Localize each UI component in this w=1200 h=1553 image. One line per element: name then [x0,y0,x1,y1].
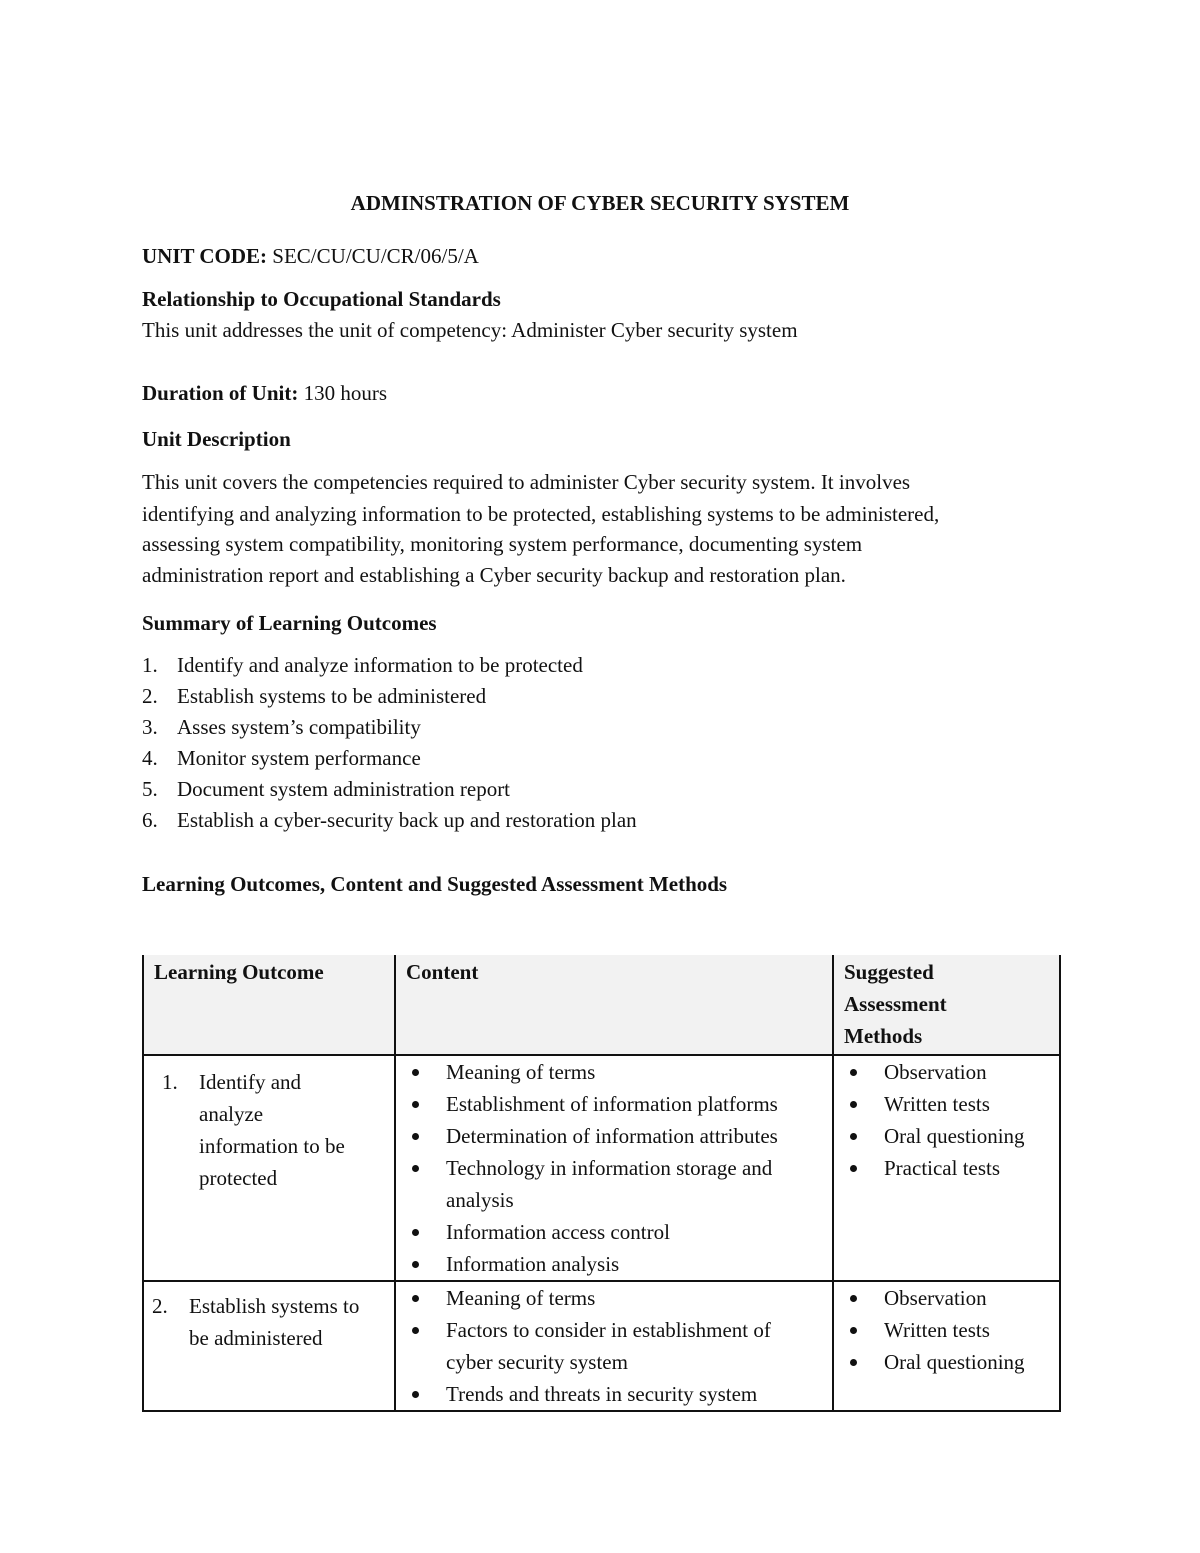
assessment-list [842,1282,1051,1378]
unit-code-label: UNIT CODE: [142,244,268,268]
duration-label: Duration of Unit: [142,381,299,405]
unit-description-line: identifying and analyzing information to be protected, establishing systems to be administered, [142,502,940,526]
content-list [404,1056,824,1280]
summary-list [142,650,637,836]
list-text: Asses system’s compatibility [177,715,421,739]
list-text: Establish systems to be administered [177,684,487,708]
header-content: Content [395,955,833,1055]
list-text: Monitor system performance [177,746,421,770]
assessment-item [842,1314,1051,1346]
bullet-icon [412,1165,419,1172]
assessment-cell [833,1055,1060,1281]
outcome-number: 2. [152,1294,168,1318]
bullet-icon [412,1261,419,1268]
bullet-icon [850,1295,857,1302]
list-item [142,712,637,743]
content-text: analysis [446,1188,514,1212]
content-text: Trends and threats in security system [446,1382,758,1406]
content-text: Technology in information storage and [446,1156,773,1180]
list-text: Establish a cyber-security back up and restoration plan [177,808,637,832]
assessment-text: Observation [884,1060,987,1084]
content-text: Information analysis [446,1252,620,1276]
bullet-icon [412,1229,419,1236]
content-item [404,1152,824,1216]
bullet-icon [412,1101,419,1108]
content-cell [395,1281,833,1411]
assessment-item [842,1056,1051,1088]
assessment-text: Written tests [884,1092,990,1116]
outcome-line: analyze [199,1102,264,1126]
outcome-cell [143,1055,395,1281]
unit-code-value: SEC/CU/CU/CR/06/5/A [272,244,479,268]
unit-description-line: assessing system compatibility, monitoring system performance, documenting system [142,532,863,556]
assessment-item [842,1282,1051,1314]
content-item [404,1088,824,1120]
list-number: 6. [142,808,158,832]
bullet-icon [850,1327,857,1334]
outcome-line: information to be [199,1134,345,1158]
outcome-line: be administered [189,1326,323,1350]
bullet-icon [412,1295,419,1302]
list-number: 2. [142,684,158,708]
list-item [142,743,637,774]
list-item [142,681,637,712]
header-assessment-line: Methods [844,1024,923,1048]
outcomes-table [142,955,1061,1412]
outcome-cell [143,1281,395,1411]
summary-heading: Summary of Learning Outcomes [142,611,437,635]
assessment-text: Oral questioning [884,1124,1025,1148]
bullet-icon [850,1133,857,1140]
outcome-line: Establish systems to [189,1294,360,1318]
content-text: Determination of information attributes [446,1124,778,1148]
outcome-number: 1. [162,1070,178,1094]
assessment-list [842,1056,1051,1184]
list-item [142,650,637,681]
content-item [404,1282,824,1314]
unit-description-line: This unit covers the competencies required to administer Cyber security system. It involves [142,470,911,494]
outcome-text [199,1066,345,1194]
content-item [404,1056,824,1088]
duration-value: 130 hours [303,381,388,405]
bullet-icon [850,1359,857,1366]
outcome-line: Identify and [199,1070,302,1094]
assessment-item [842,1152,1051,1184]
outcome-item [162,1066,386,1194]
unit-description-line: administration report and establishing a Cyber security backup and restoration plan. [142,563,846,587]
outcome-text [189,1290,359,1354]
content-text: Factors to consider in establishment of [446,1318,771,1342]
duration [142,378,387,409]
content-item [404,1314,824,1378]
assessment-text: Observation [884,1286,987,1310]
content-item [404,1216,824,1248]
list-number: 4. [142,746,158,770]
assessment-text: Oral questioning [884,1350,1025,1374]
content-item [404,1120,824,1152]
bullet-icon [850,1101,857,1108]
relationship-text: This unit addresses the unit of competency: Administer Cyber security system [142,318,798,342]
content-text: Establishment of information platforms [446,1092,778,1116]
header-assessment-line: Suggested [844,960,934,984]
list-number: 3. [142,715,158,739]
bullet-icon [850,1069,857,1076]
list-text: Document system administration report [177,777,511,801]
header-learning-outcome: Learning Outcome [143,955,395,1055]
table-heading: Learning Outcomes, Content and Suggested Assessment Methods [142,872,728,896]
content-text: Meaning of terms [446,1286,596,1310]
outcome-line: protected [199,1166,278,1190]
content-item [404,1378,824,1410]
list-number: 1. [142,653,158,677]
header-assessment-line: Assessment [844,992,947,1016]
document-title: ADMINSTRATION OF CYBER SECURITY SYSTEM [350,191,850,215]
assessment-cell [833,1281,1060,1411]
outcome-item [152,1290,386,1354]
list-item [142,805,637,836]
content-item [404,1248,824,1280]
content-text: Information access control [446,1220,670,1244]
relationship-heading: Relationship to Occupational Standards [142,287,501,311]
table-row [143,1055,1060,1281]
bullet-icon [412,1391,419,1398]
content-list [404,1282,824,1410]
bullet-icon [412,1069,419,1076]
assessment-text: Written tests [884,1318,990,1342]
list-number: 5. [142,777,158,801]
bullet-icon [412,1327,419,1334]
bullet-icon [850,1165,857,1172]
list-item [142,774,637,805]
list-text: Identify and analyze information to be protected [177,653,583,677]
unit-code [142,241,479,272]
header-assessment [833,955,1060,1055]
assessment-item [842,1346,1051,1378]
content-text: Meaning of terms [446,1060,596,1084]
assessment-text: Practical tests [884,1156,1001,1180]
table-header-row [143,955,1060,1055]
assessment-item [842,1120,1051,1152]
bullet-icon [412,1133,419,1140]
content-cell [395,1055,833,1281]
unit-description-heading: Unit Description [142,427,291,451]
table-row [143,1281,1060,1411]
assessment-item [842,1088,1051,1120]
content-text: cyber security system [446,1350,628,1374]
